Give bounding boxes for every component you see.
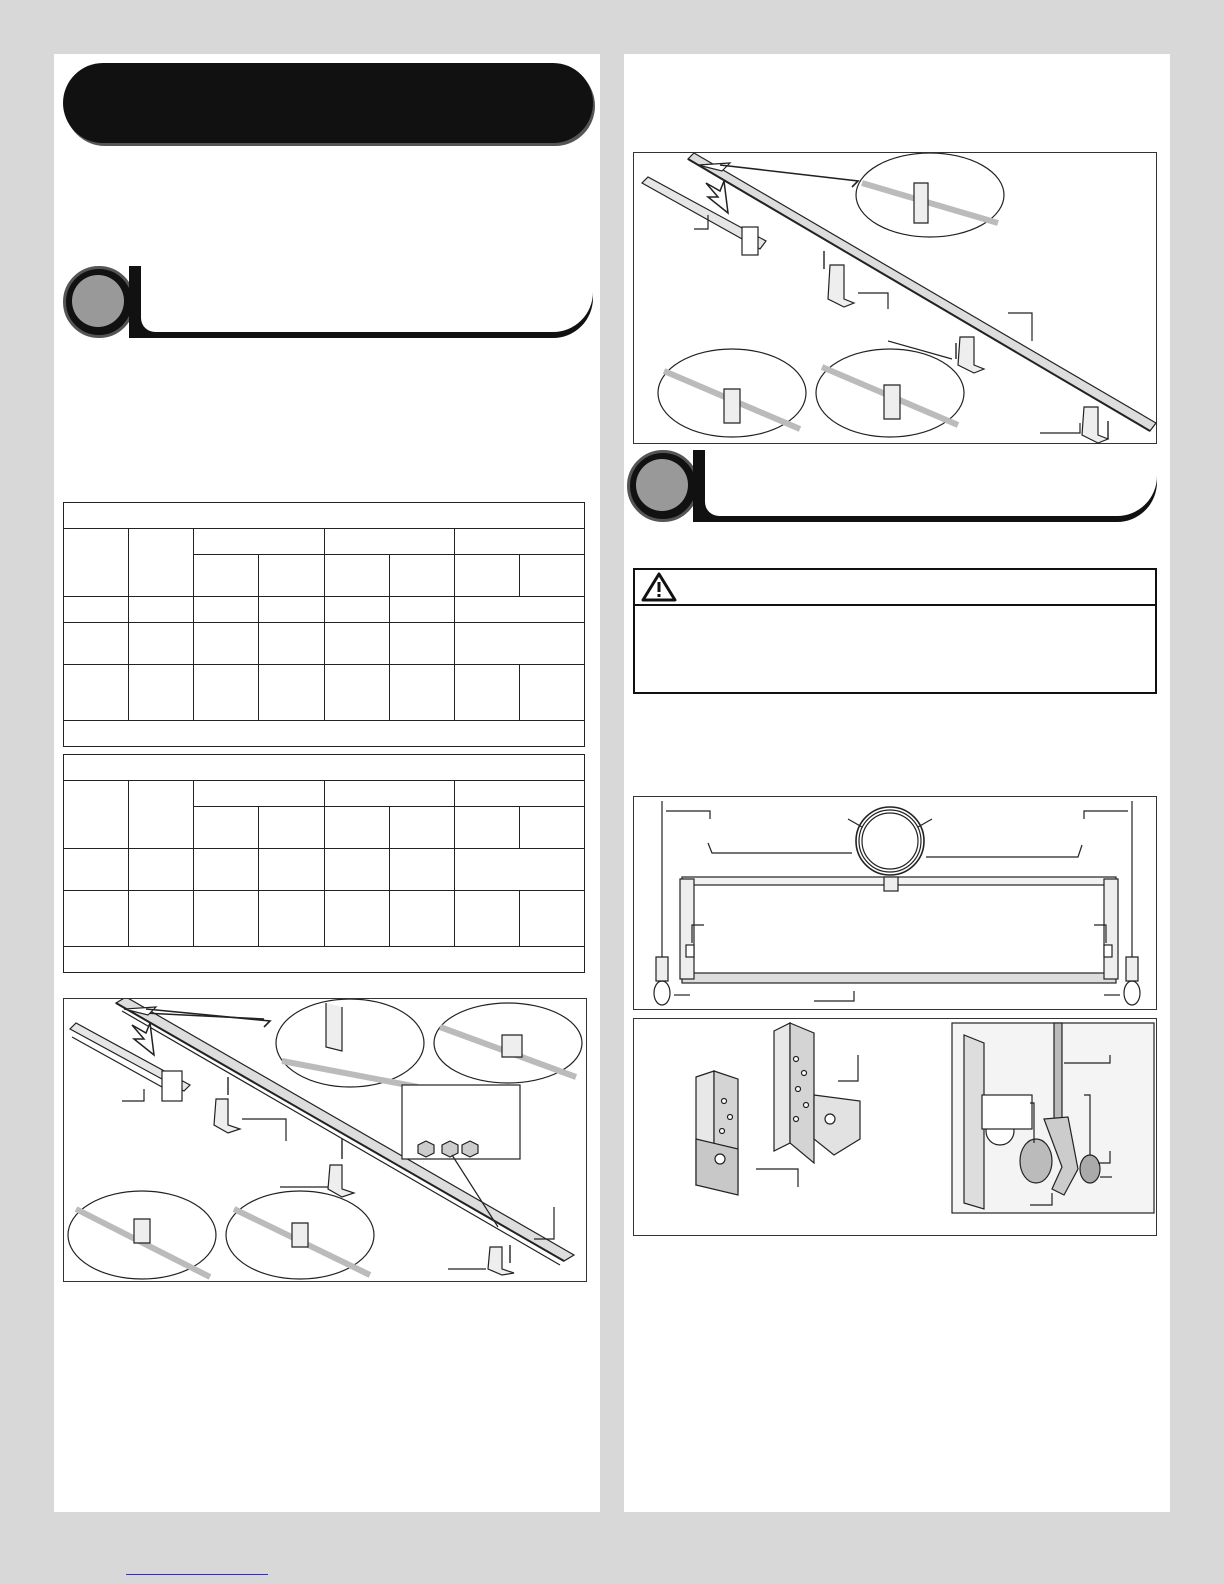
warning-triangle-icon — [641, 572, 677, 602]
footer-link[interactable] — [126, 1574, 268, 1575]
table-subheader-cell — [519, 555, 584, 597]
table-header-cell — [324, 781, 454, 807]
step-title-bar — [693, 450, 1157, 522]
table-subheader-cell — [519, 807, 584, 849]
table-subheader-cell — [194, 807, 259, 849]
section-title-banner — [63, 63, 593, 143]
step-title-bar — [129, 266, 593, 338]
warning-header — [635, 570, 1155, 606]
table-footer-note — [64, 947, 585, 973]
bottom-bracket-illustration — [634, 1019, 1158, 1237]
step-header-right — [627, 450, 1157, 526]
table-row — [64, 623, 585, 665]
left-column — [54, 54, 600, 1512]
step-header-left — [63, 266, 593, 342]
table-row — [64, 665, 585, 721]
rail-hanger-illustration — [634, 153, 1158, 445]
warning-box — [633, 568, 1157, 694]
table-subheader-cell — [389, 807, 454, 849]
figure-rail-bracket-assembly — [63, 998, 587, 1282]
table-header-cell — [194, 529, 324, 555]
step-number-circle — [63, 266, 135, 338]
right-column — [624, 54, 1170, 1512]
table-header-cell — [454, 529, 584, 555]
table-header-cell — [129, 781, 194, 849]
table-subheader-cell — [194, 555, 259, 597]
step-number-circle — [627, 450, 699, 522]
table-header-cell — [324, 529, 454, 555]
table-subheader-cell — [259, 807, 324, 849]
door-cable-illustration — [634, 797, 1158, 1011]
table-caption — [64, 503, 585, 529]
table-subheader-cell — [454, 807, 519, 849]
table-header-cell — [64, 781, 129, 849]
spec-table-2 — [63, 754, 585, 973]
table-row — [64, 891, 585, 947]
table-subheader-cell — [389, 555, 454, 597]
spec-table-1 — [63, 502, 585, 747]
table-header-cell — [454, 781, 584, 807]
table-subheader-cell — [324, 807, 389, 849]
table-subheader-cell — [454, 555, 519, 597]
table-header-cell — [194, 781, 324, 807]
table-header-cell — [64, 529, 129, 597]
figure-rail-hanger-install — [633, 152, 1157, 444]
table-subheader-cell — [259, 555, 324, 597]
table-row — [64, 597, 585, 623]
figure-bottom-bracket-cable — [633, 1018, 1157, 1236]
table-subheader-cell — [324, 555, 389, 597]
table-header-cell — [129, 529, 194, 597]
table-row — [64, 849, 585, 891]
table-footer-note — [64, 721, 585, 747]
figure-door-cables — [633, 796, 1157, 1010]
table-caption — [64, 755, 585, 781]
rail-bracket-illustration — [64, 999, 588, 1283]
